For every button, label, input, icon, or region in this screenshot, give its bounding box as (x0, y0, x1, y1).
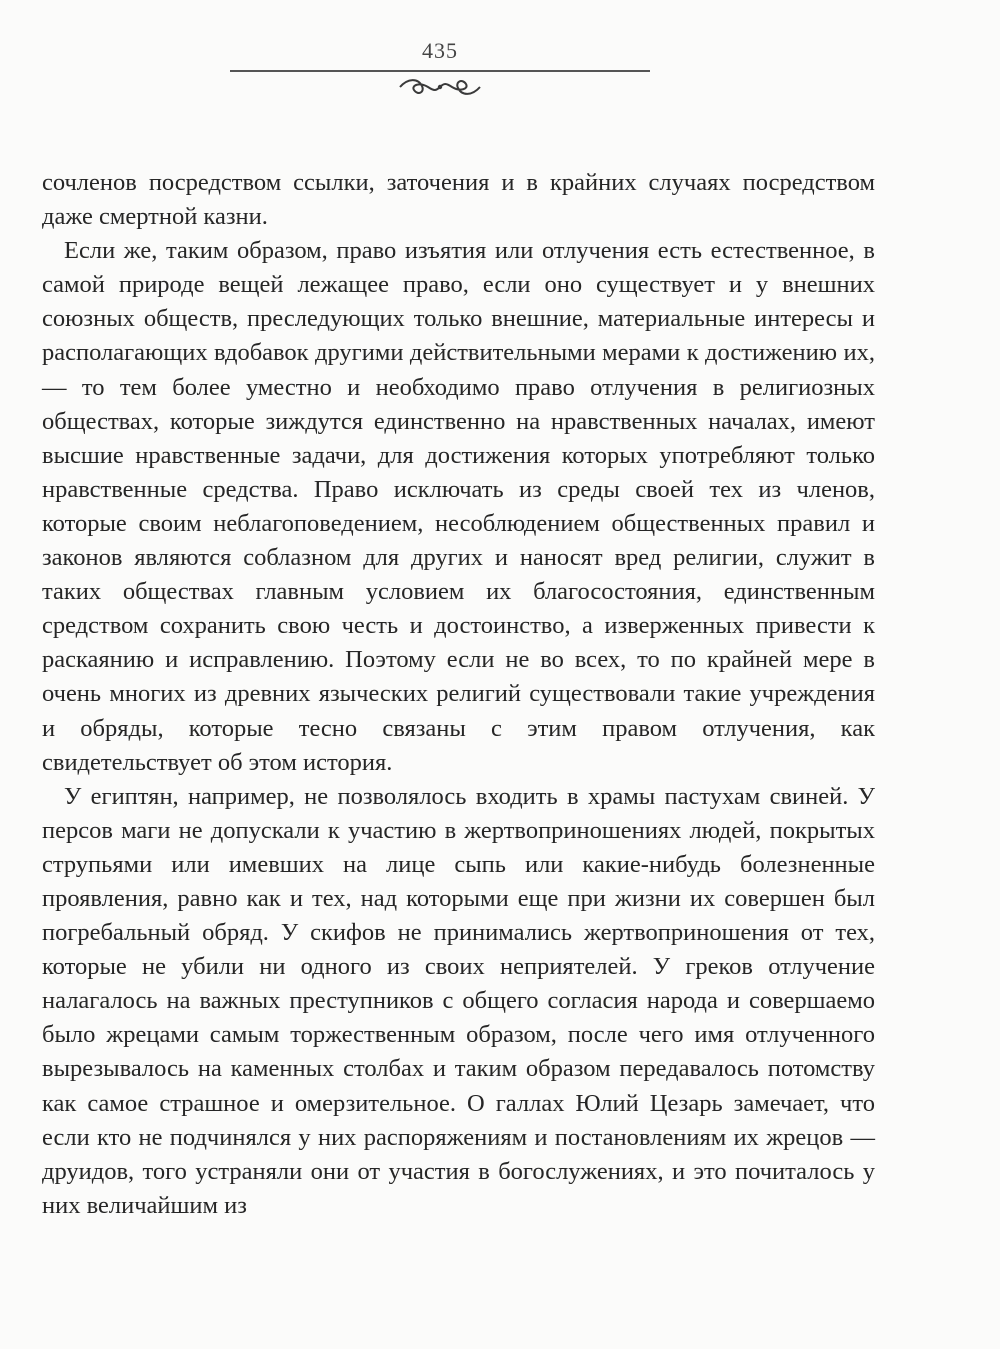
scroll-flourish-icon (390, 74, 490, 100)
header-rule (230, 70, 650, 72)
page-number: 435 (422, 38, 458, 63)
page-header (230, 30, 650, 110)
page-body-text (42, 166, 875, 1223)
paragraph-3: У египтян, например, не позволялось входить в храмы пастухам свиней. У персов маги не допускали к участию в жертвоприношениях людей, покрытых струпьями или имевших на лице сыпь или какие-нибудь болезненные проявления, равно как и тех, над которыми еще при жизни их совершен был погребальный обряд. У скифов не принимались жертвоприношения от тех, которые не убили ни одного из своих неприятелей. У греков отлучение налагалось на важных преступников с общего согласия народа и совершаемо было жрецами самым торжественным образом, после чего имя отлученного вырезывалось на каменных столбах и таким образом передавалось потомству как самое страшное и омерзительное. О галлах Юлий Цезарь замечает, что если кто не подчинялся у них распоряжениям и постановлениям их жрецов — друидов, того устраняли они от участия в богослужениях, и это почиталось у них величайшим из (42, 782, 875, 1219)
paragraph-1: сочленов посредством ссылки, заточения и в крайних случаях посредством даже смертной казни. (42, 169, 875, 231)
paragraph-2: Если же, таким образом, право изъятия или отлучения есть естественное, в самой природе вещей лежащее право, если оно существует и у внешних союзных обществ, преследующих только внешние, материальные интересы и располагающих вдобавок другими действительными мерами к достижению их, — то тем более уместно и необходимо право отлучения в религиозных обществах, которые зиждутся единственно на нравственных началах, имеют высшие нравственные задачи, для достижения которых употребляют только нравственные средства. Право исключать из среды своей тех из членов, которые своим неблагоповедением, несоблюдением общественных правил и законов являются соблазном для других и наносят вред религии, служит в таких обществах главным условием их благосостояния, единственным средством сохранить свою честь и достоинство, а изверженных привести к раскаянию и исправлению. Поэтому если не во всех, то по крайней мере в очень многих из древних языческих религий существовали такие учреждения и обряды, которые тесно связаны с этим правом отлучения, как свидетельствует об этом история. (42, 237, 875, 776)
